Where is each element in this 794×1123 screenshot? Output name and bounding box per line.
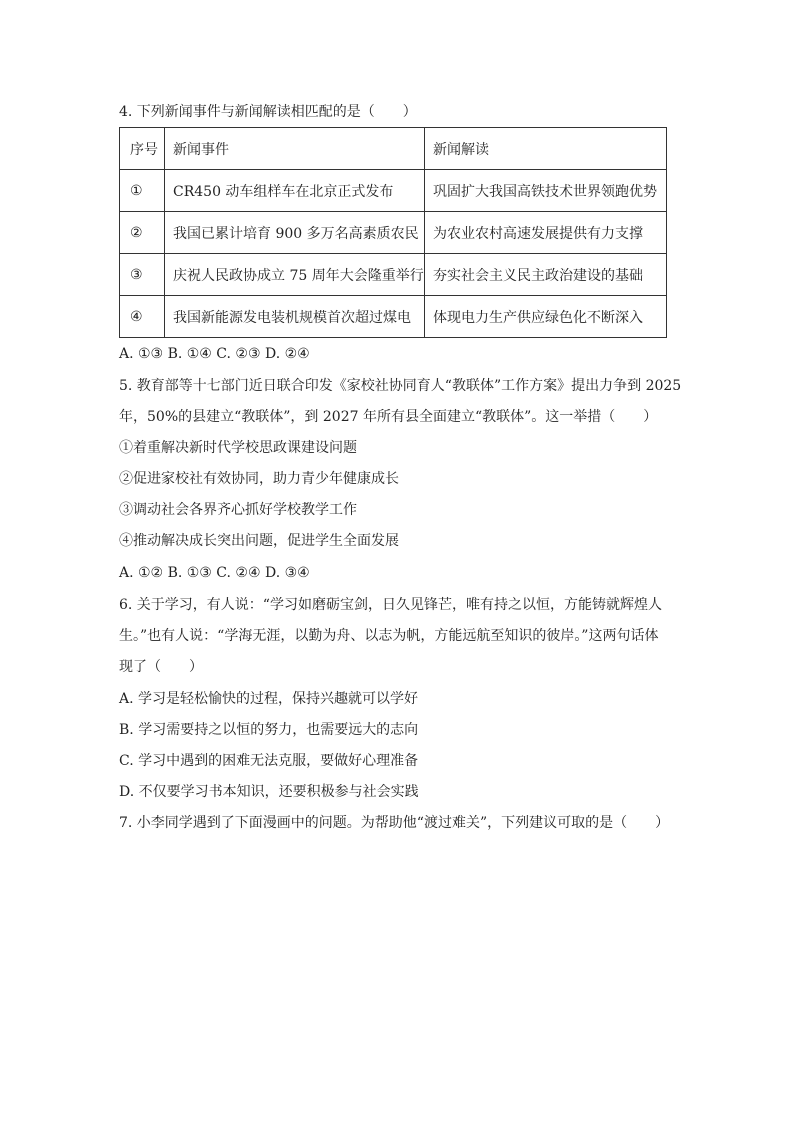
row-index: ③ [120,254,165,296]
header-news-interpretation: 新闻解读 [425,128,667,170]
news-table [119,127,667,338]
row-index: ① [120,170,165,212]
table-row [120,254,667,296]
row-index: ④ [120,296,165,338]
header-index: 序号 [120,128,165,170]
question-5-item-4: ④推动解决成长突出问题，促进学生全面发展 [119,533,399,549]
question-7-stem: 7. 小李同学遇到了下面漫画中的问题。为帮助他“渡过难关”，下列建议可取的是（ ） [119,815,670,831]
row-interpretation: 为农业农村高速发展提供有力支撑 [425,212,667,254]
question-4-options: A. ①③ B. ①④ C. ②③ D. ②④ [119,346,310,362]
question-5-stem-line-1: 5. 教育部等十七部门近日联合印发《家校社协同育人“教联体”工作方案》提出力争到 2025 [119,378,682,394]
question-5-item-2: ②促进家校社有效协同，助力青少年健康成长 [119,471,399,487]
question-5-item-3: ③调动社会各界齐心抓好学校教学工作 [119,502,357,518]
row-event: CR450 动车组样车在北京正式发布 [165,170,425,212]
row-event: 我国已累计培育 900 多万名高素质农民 [165,212,425,254]
question-5-options: A. ①② B. ①③ C. ②④ D. ③④ [119,565,310,581]
row-event: 庆祝人民政协成立 75 周年大会隆重举行 [165,254,425,296]
row-interpretation: 夯实社会主义民主政治建设的基础 [425,254,667,296]
question-6-choice-a: A. 学习是轻松愉快的过程，保持兴趣就可以学好 [119,691,419,707]
row-index: ② [120,212,165,254]
table-header-row [120,128,667,170]
question-6-choice-d: D. 不仅要学习书本知识，还要积极参与社会实践 [119,784,419,800]
row-interpretation: 巩固扩大我国高铁技术世界领跑优势 [425,170,667,212]
question-6-choice-c: C. 学习中遇到的困难无法克服，要做好心理准备 [119,753,419,769]
question-5-stem-line-2: 年，50%的县建立“教联体”，到 2027 年所有县全面建立“教联体”。这一举措（ ） [119,409,658,425]
question-6-stem-line-1: 6. 关于学习，有人说：“学习如磨砺宝剑，日久见锋芒，唯有持之以恒，方能铸就辉煌人 [119,597,662,613]
question-6-stem-line-2: 生。”也有人说：“学海无涯，以勤为舟、以志为帆，方能远航至知识的彼岸。”这两句话体 [119,628,659,644]
table-row [120,170,667,212]
question-5-item-1: ①着重解决新时代学校思政课建设问题 [119,440,357,456]
row-interpretation: 体现电力生产供应绿色化不断深入 [425,296,667,338]
table-row [120,212,667,254]
question-4-stem: 4. 下列新闻事件与新闻解读相匹配的是（ ） [119,104,417,120]
question-6-choice-b: B. 学习需要持之以恒的努力，也需要远大的志向 [119,722,419,738]
row-event: 我国新能源发电装机规模首次超过煤电 [165,296,425,338]
table-row [120,296,667,338]
question-6-stem-line-3: 现了（ ） [119,659,203,675]
header-news-event: 新闻事件 [165,128,425,170]
